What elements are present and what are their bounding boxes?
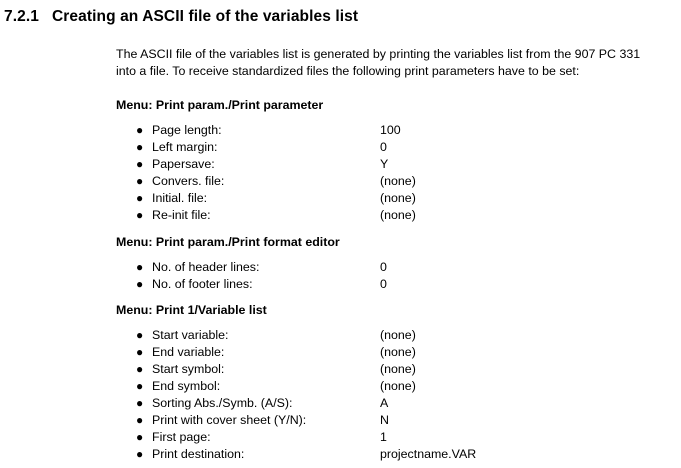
bullet-icon: ● — [136, 191, 144, 205]
parameter-value: projectname.VAR — [380, 447, 477, 461]
menu-section-print-format-editor — [116, 234, 676, 293]
list-item — [116, 361, 676, 378]
parameter-value: 1 — [380, 430, 387, 444]
bullet-icon: ● — [136, 430, 144, 444]
parameter-list — [116, 259, 676, 293]
intro-line: The ASCII file of the variables list is generated by printing the variables list from the 907 PC 331 — [116, 47, 641, 61]
parameter-value: (none) — [380, 345, 416, 359]
bullet-icon: ● — [136, 140, 144, 154]
bullet-icon: ● — [136, 260, 144, 274]
bullet-icon: ● — [136, 362, 144, 376]
section-title: Creating an ASCII file of the variables list — [52, 8, 359, 25]
bullet-icon: ● — [136, 345, 144, 359]
bullet-icon: ● — [136, 174, 144, 188]
parameter-label: Papersave: — [152, 157, 215, 171]
list-item — [116, 327, 676, 344]
menu-section-print-parameter — [116, 97, 676, 224]
list-item — [116, 122, 676, 139]
parameter-label: No. of footer lines: — [152, 277, 253, 291]
menu-section-title: Menu: Print 1/Variable list — [116, 303, 267, 317]
section-heading — [4, 8, 358, 26]
parameter-value: Y — [380, 157, 389, 171]
parameter-value: (none) — [380, 328, 416, 342]
parameter-value: 0 — [380, 260, 387, 274]
list-item — [116, 259, 676, 276]
parameter-value: (none) — [380, 191, 416, 205]
parameter-label: Page length: — [152, 123, 222, 137]
menu-section-title: Menu: Print param./Print format editor — [116, 235, 340, 249]
parameter-value: (none) — [380, 174, 416, 188]
list-item — [116, 207, 676, 224]
list-item — [116, 190, 676, 207]
intro-line: into a file. To receive standardized files the following print parameters have to be set: — [116, 64, 580, 78]
list-item — [116, 156, 676, 173]
list-item — [116, 344, 676, 361]
list-item — [116, 173, 676, 190]
intro-paragraph — [116, 46, 681, 80]
parameter-label: Print with cover sheet (Y/N): — [152, 413, 307, 427]
parameter-value: (none) — [380, 379, 416, 393]
list-item — [116, 395, 676, 412]
parameter-label: End symbol: — [152, 379, 221, 393]
parameter-label: Print destination: — [152, 447, 245, 461]
parameter-list — [116, 327, 676, 463]
menu-section-title: Menu: Print param./Print parameter — [116, 98, 324, 112]
parameter-label: Initial. file: — [152, 191, 208, 205]
parameter-value: A — [380, 396, 389, 410]
parameter-value: (none) — [380, 362, 416, 376]
parameter-label: Start symbol: — [152, 362, 225, 376]
parameter-label: Left margin: — [152, 140, 218, 154]
bullet-icon: ● — [136, 157, 144, 171]
parameter-label: Sorting Abs./Symb. (A/S): — [152, 396, 293, 410]
parameter-value: 0 — [380, 140, 387, 154]
bullet-icon: ● — [136, 123, 144, 137]
list-item — [116, 412, 676, 429]
list-item — [116, 446, 676, 463]
bullet-icon: ● — [136, 277, 144, 291]
parameter-label: Convers. file: — [152, 174, 225, 188]
parameter-label: Re-init file: — [152, 208, 211, 222]
parameter-label: First page: — [152, 430, 211, 444]
bullet-icon: ● — [136, 396, 144, 410]
parameter-value: 0 — [380, 277, 387, 291]
list-item — [116, 139, 676, 156]
section-number: 7.2.1 — [4, 8, 39, 25]
bullet-icon: ● — [136, 379, 144, 393]
bullet-icon: ● — [136, 208, 144, 222]
parameter-label: Start variable: — [152, 328, 229, 342]
parameter-label: End variable: — [152, 345, 225, 359]
list-item — [116, 429, 676, 446]
bullet-icon: ● — [136, 413, 144, 427]
bullet-icon: ● — [136, 328, 144, 342]
list-item — [116, 378, 676, 395]
parameter-value: (none) — [380, 208, 416, 222]
parameter-value: N — [380, 413, 389, 427]
bullet-icon: ● — [136, 447, 144, 461]
parameter-label: No. of header lines: — [152, 260, 260, 274]
list-item — [116, 276, 676, 293]
parameter-value: 100 — [380, 123, 401, 137]
menu-section-variable-list — [116, 302, 676, 463]
parameter-list — [116, 122, 676, 224]
